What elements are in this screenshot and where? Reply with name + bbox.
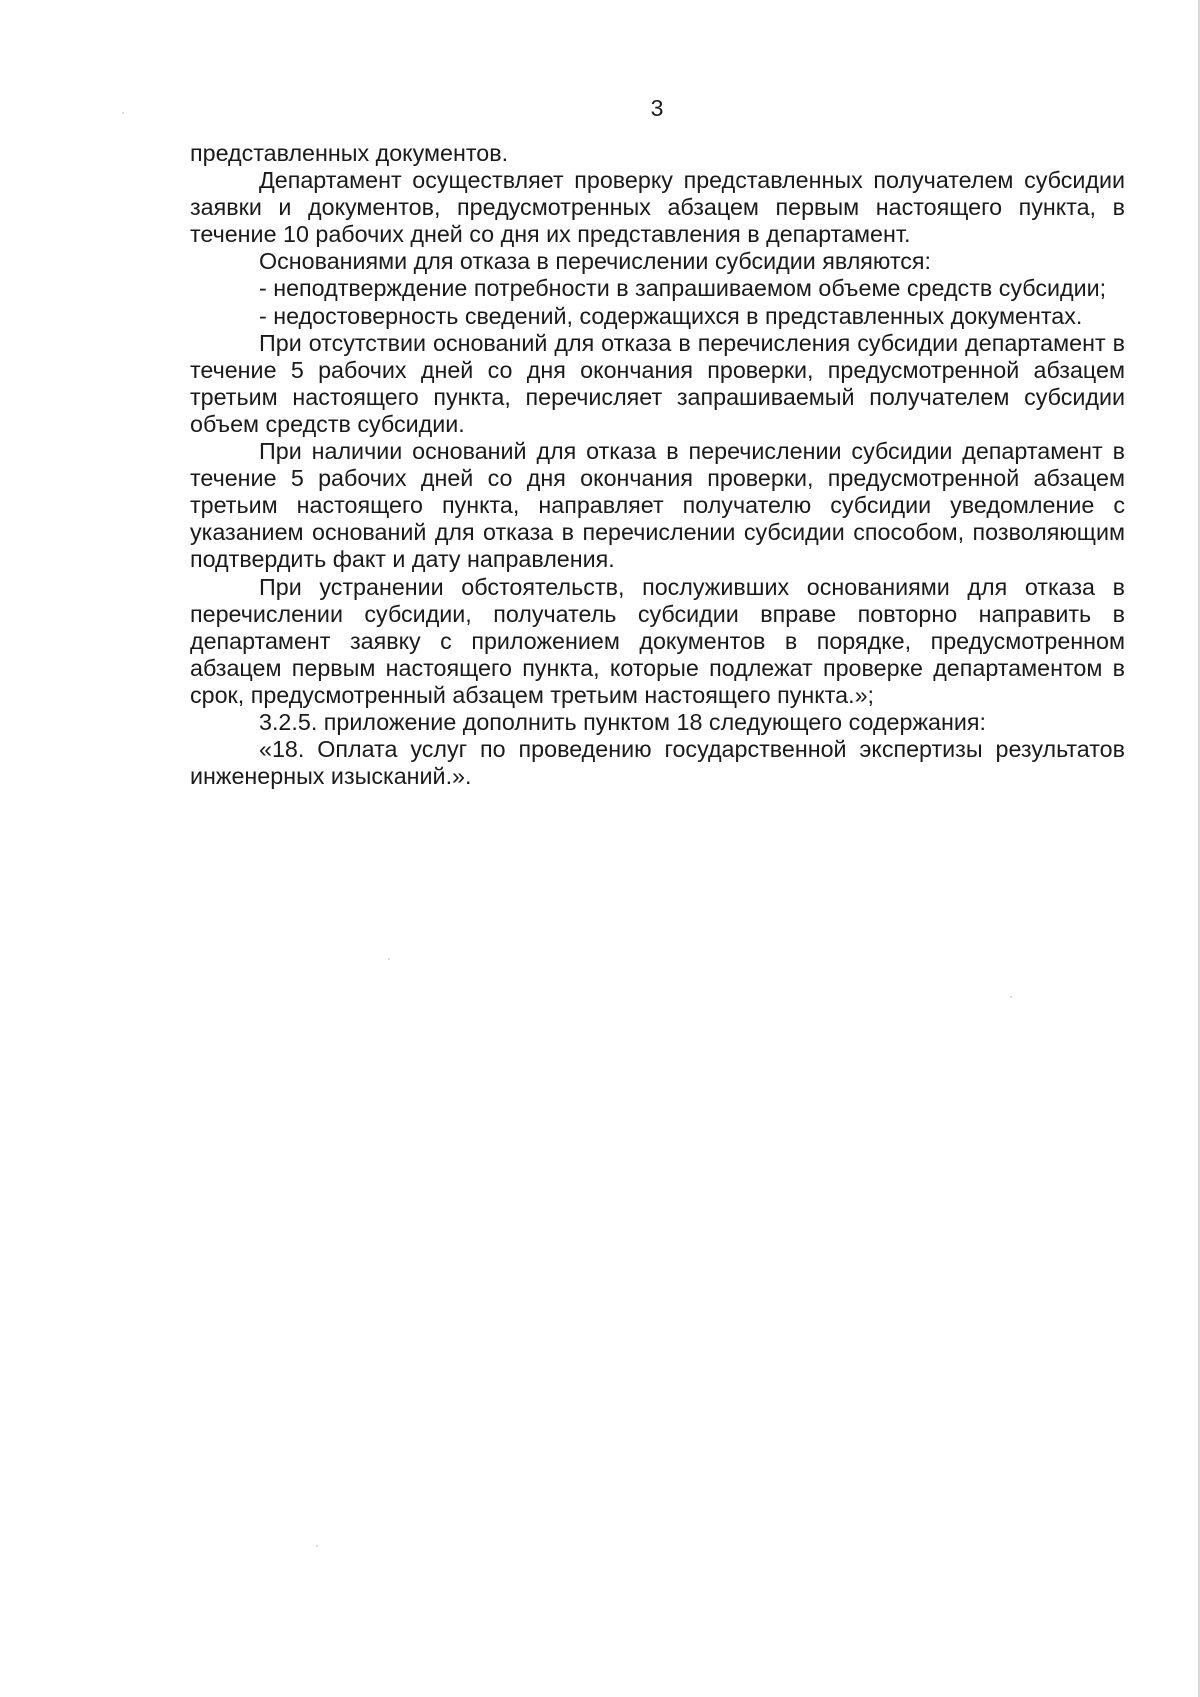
paragraph-refusal-grounds-intro: Основаниями для отказа в перечислении субсидии являются:	[259, 248, 932, 275]
list-item-need-not-confirmed: - неподтверждение потребности в запрашиваемом объеме средств субсидии;	[259, 275, 1107, 302]
scan-speck	[316, 1545, 318, 1547]
paragraph-continuation: представленных документов.	[190, 140, 509, 166]
scan-speck	[388, 958, 390, 960]
paragraph-transfer: При отсутствии оснований для отказа в перечисления субсидии департамент в течение 5 рабочих дней со дня окончания проверки, предусмотренной абзацем третьим настоящего пункта, перечисляет запрашиваемый получателем субсидии объем средств субсидии.	[190, 329, 1125, 437]
paragraph-notification: При наличии оснований для отказа в перечислении субсидии департамент в течение 5 рабочих дней со дня окончания проверки, предусмотренной абзацем третьим настоящего пункта, направляет получателю субсидии уведомление с указанием оснований для отказа в перечислении субсидии способом, позволяющим подтвердить факт и дату направления.	[190, 438, 1125, 573]
paragraph-amendment-3-2-5: 3.2.5. приложение дополнить пунктом 18 следующего содержания:	[259, 708, 986, 735]
paragraph-verification: Департамент осуществляет проверку представленных получателем субсидии заявки и документов, предусмотренных абзацем первым настоящего пункта, в течение 10 рабочих дней со дня их представления в департамент.	[190, 167, 1125, 248]
scan-speck	[122, 112, 124, 114]
list-item-unreliable-info: - недостоверность сведений, содержащихся в представленных документах.	[259, 302, 1083, 329]
paragraph-resubmission: При устранении обстоятельств, послуживших основаниями для отказа в перечислении субсидии, получатель субсидии вправе повторно направить в департамент заявку с приложением документов в порядке, предусмотренном абзацем первым настоящего пункта, которые подлежат проверке департаментом в срок, предусмотренный абзацем третьим настоящего пункта.»;	[190, 573, 1125, 708]
scan-speck	[1010, 996, 1012, 998]
paragraph-item-18: «18. Оплата услуг по проведению государственной экспертизы результатов инженерных изысканий.».	[190, 736, 1125, 790]
page-number: 3	[650, 95, 664, 121]
document-body	[190, 140, 1125, 790]
